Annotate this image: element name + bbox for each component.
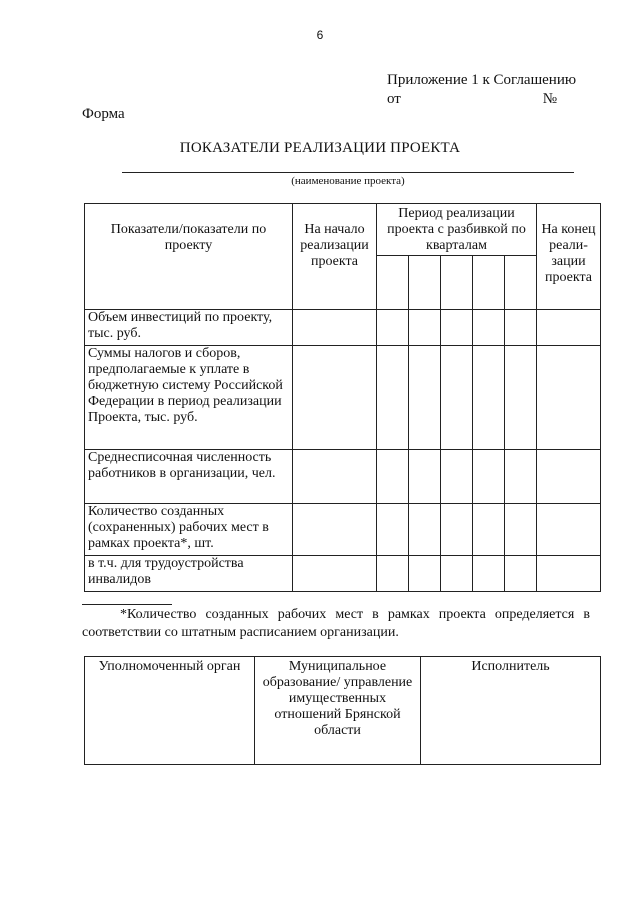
data-cell — [537, 556, 601, 592]
data-cell — [293, 556, 377, 592]
quarter-cell — [409, 256, 441, 310]
table-row — [85, 346, 601, 450]
row-label: в т.ч. для трудоустройства инвалидов — [85, 556, 293, 592]
table-row — [85, 450, 601, 504]
appendix-line: Приложение 1 к Соглашению — [387, 72, 577, 88]
appendix-date-number-line — [387, 90, 557, 109]
data-cell — [537, 450, 601, 504]
form-label: Форма — [82, 106, 125, 122]
table-row — [85, 310, 601, 346]
appendix-from-label: от — [387, 91, 401, 107]
data-cell — [537, 310, 601, 346]
appendix-number-label: № — [542, 91, 557, 107]
header-period: Период реализации проекта с разбивкой по кварталам — [377, 204, 537, 256]
signature-municipality: Муниципальное образование/ управление имущественных отношений Брянской области — [255, 657, 421, 765]
data-cell — [441, 346, 473, 450]
quarter-cell — [441, 256, 473, 310]
data-cell — [377, 504, 409, 556]
header-end: На конец реали-зации проекта — [537, 204, 601, 310]
quarter-cell — [505, 256, 537, 310]
data-cell — [441, 450, 473, 504]
data-cell — [505, 310, 537, 346]
page-number: 6 — [316, 28, 324, 42]
data-cell — [377, 450, 409, 504]
header-start: На начало реализации проекта — [293, 204, 377, 310]
data-cell — [441, 504, 473, 556]
project-name-line — [122, 172, 574, 173]
appendix-reference — [387, 71, 576, 109]
data-cell — [441, 310, 473, 346]
footnote: *Количество созданных рабочих мест в рамках проекта определяется в соответствии со штатным расписанием организации. — [82, 607, 590, 640]
data-cell — [505, 504, 537, 556]
data-cell — [409, 310, 441, 346]
row-label: Объем инвестиций по проекту, тыс. руб. — [85, 310, 293, 346]
quarter-cell — [377, 256, 409, 310]
data-cell — [473, 504, 505, 556]
data-cell — [505, 450, 537, 504]
data-cell — [293, 346, 377, 450]
data-cell — [441, 556, 473, 592]
row-label: Количество созданных (сохраненных) рабочих мест в рамках проекта*, шт. — [85, 504, 293, 556]
data-cell — [409, 450, 441, 504]
data-cell — [377, 346, 409, 450]
data-cell — [537, 346, 601, 450]
signature-executor: Исполнитель — [421, 657, 601, 765]
signature-authorized-body: Уполномоченный орган — [85, 657, 255, 765]
data-cell — [537, 504, 601, 556]
data-cell — [473, 450, 505, 504]
data-cell — [505, 346, 537, 450]
footnote-separator — [82, 604, 172, 605]
table-row — [85, 504, 601, 556]
data-cell — [377, 310, 409, 346]
project-name-caption: (наименование проекта) — [291, 175, 405, 187]
data-cell — [409, 504, 441, 556]
row-label: Среднесписочная численность работников в организации, чел. — [85, 450, 293, 504]
quarter-cell — [473, 256, 505, 310]
table-row — [85, 556, 601, 592]
header-indicators: Показатели/показатели по проекту — [85, 204, 293, 310]
data-cell — [293, 450, 377, 504]
document-title: ПОКАЗАТЕЛИ РЕАЛИЗАЦИИ ПРОЕКТА — [179, 140, 461, 156]
data-cell — [293, 310, 377, 346]
data-cell — [505, 556, 537, 592]
data-cell — [377, 556, 409, 592]
data-cell — [293, 504, 377, 556]
data-cell — [473, 310, 505, 346]
data-cell — [473, 346, 505, 450]
data-cell — [409, 556, 441, 592]
data-cell — [473, 556, 505, 592]
data-cell — [409, 346, 441, 450]
signature-table — [84, 656, 601, 765]
row-label: Суммы налогов и сборов, предполагаемые к уплате в бюджетную систему Российской Федерации в период реализации Проекта, тыс. руб. — [85, 346, 293, 450]
indicators-table — [84, 203, 601, 592]
